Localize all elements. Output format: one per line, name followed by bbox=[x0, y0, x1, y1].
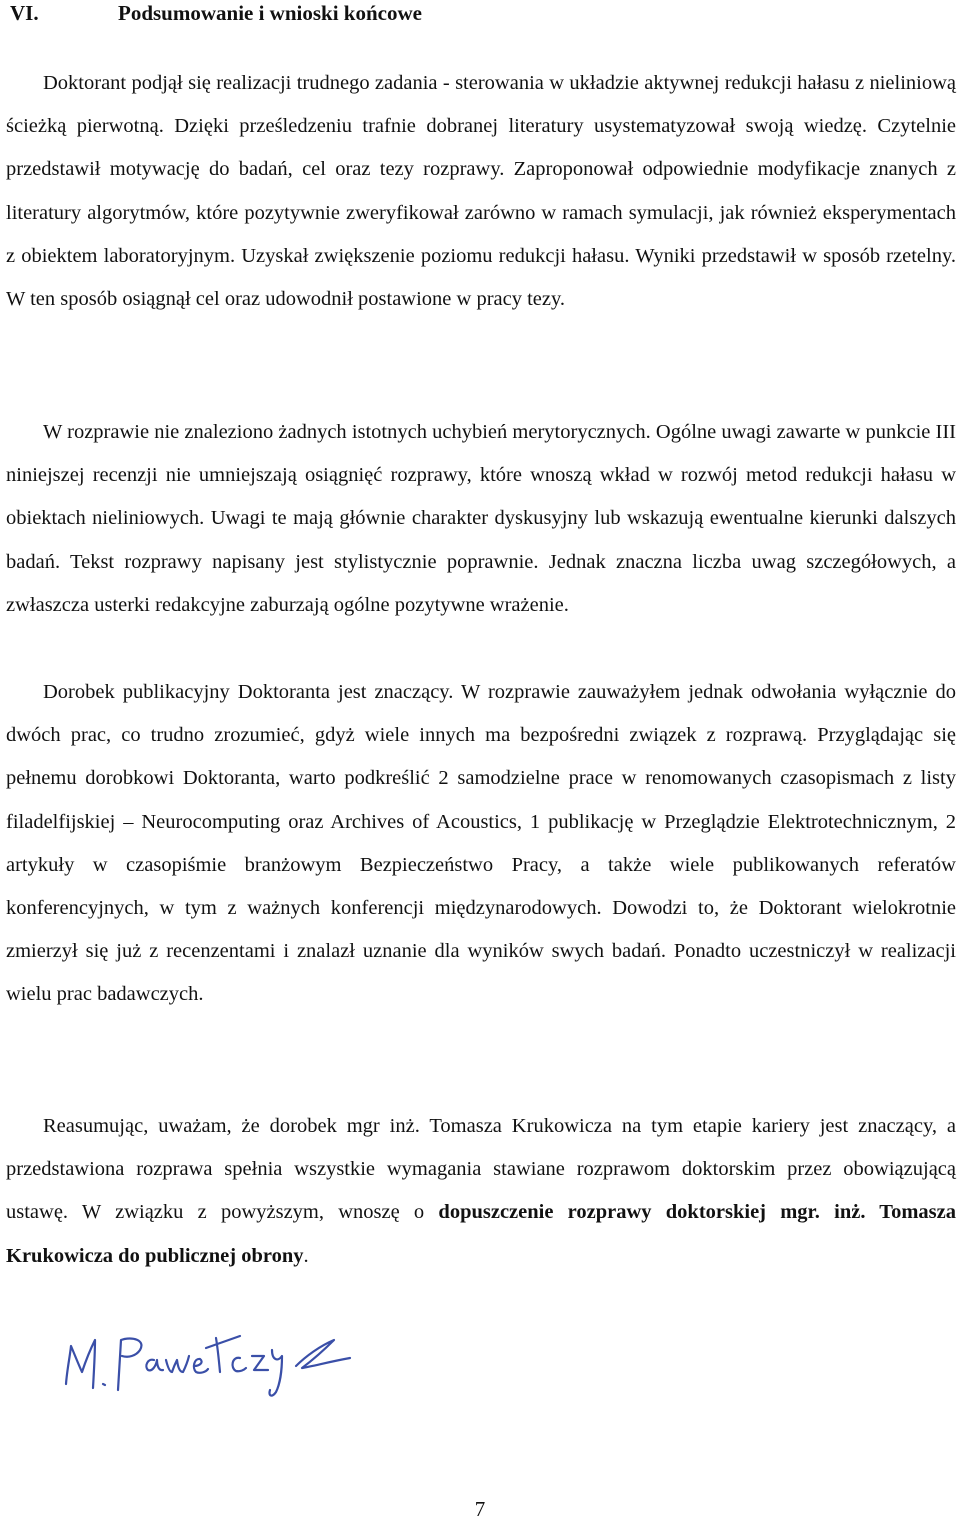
section-title: Podsumowanie i wnioski końcowe bbox=[118, 1, 422, 25]
conclusion-end: . bbox=[303, 1244, 309, 1267]
paragraph-evaluation: W rozprawie nie znaleziono żadnych istotnych uchybień merytorycznych. Ogólne uwagi zawarte w punkcie III niniejszej recenzji nie umniejszają osiągnięć rozprawy, które wnoszą wkład w rozwój metod redukcji hałasu w obiektach nieliniowych. Uwagi te mają głównie charakter dyskusyjny lub wskazują ewentualne kierunki dalszych badań. Tekst rozprawy napisany jest stylistycznie poprawnie. Jednak znaczna liczba uwag szczegółowych, a zwłaszcza usterki redakcyjne zaburzają ogólne pozytywne wrażenie. bbox=[6, 421, 956, 616]
page-number: 7 bbox=[474, 1497, 486, 1521]
paragraph-publications: Dorobek publikacyjny Doktoranta jest znaczący. W rozprawie zauważyłem jednak odwołania wyłącznie do dwóch prac, co trudno zrozumieć, gdyż wiele innych ma bezpośredni związek z rozprawą. Przyglądając się pełnemu dorobkowi Doktoranta, warto podkreślić 2 samodzielne prace w renomowanych czasopismach z listy filadelfijskiej – Neurocomputing oraz Archives of Acoustics, 1 publikację w Przeglądzie Elektrotechnicznym, 2 artykuły w czasopiśmie branżowym Bezpieczeństwo Pracy, a także wiele publikowanych referatów konferencyjnych, w tym z ważnych konferencji międzynarodowych. Dowodzi to, że Doktorant wielokrotnie zmierzył się już z recenzentami i znalazł uznanie dla wyników swych badań. Ponadto uczestniczył w realizacji wielu prac badawczych. bbox=[6, 681, 956, 1006]
signature-strokes bbox=[66, 1336, 350, 1396]
handwritten-signature bbox=[58, 1326, 368, 1406]
conclusion-recommendation: dopuszczenie rozprawy doktorskiej mgr. inż. Tomasza Krukowicza do publicznej obrony bbox=[6, 1201, 956, 1267]
section-number: VI. bbox=[10, 1, 39, 25]
conclusion-text: Reasumując, uważam, że dorobek mgr inż. Tomasza Krukowicza na tym etapie kariery jest znaczący, a przedstawiona rozprawa spełnia wszystkie wymagania stawiane rozprawom doktorskim przez obowiązującą ustawę. W związku z powyższym, wnoszę o bbox=[6, 1115, 956, 1224]
section-heading bbox=[10, 0, 422, 26]
paragraph-summary: Doktorant podjął się realizacji trudnego zadania - sterowania w układzie aktywnej redukcji hałasu z nieliniową ścieżką pierwotną. Dzięki prześledzeniu trafnie dobranej literatury usystematyzował swoją wiedzę. Czytelnie przedstawił motywację do badań, cel oraz tezy rozprawy. Zaproponował odpowiednie modyfikacje znanych z literatury algorytmów, które pozytywnie zweryfikował zarówno w ramach symulacji, jak również eksperymentach z obiektem laboratoryjnym. Uzyskał zwiększenie poziomu redukcji hałasu. Wyniki przedstawił w sposób rzetelny. W ten sposób osiągnął cel oraz udowodnił postawione w pracy tezy. bbox=[6, 72, 956, 311]
paragraph-conclusion bbox=[6, 1105, 956, 1278]
